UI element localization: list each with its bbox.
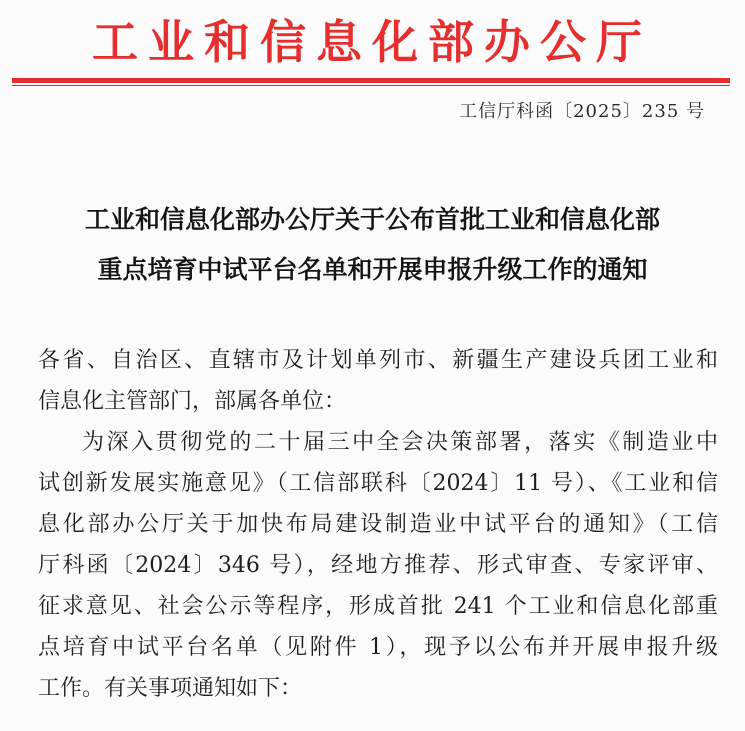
letterhead-rule-thin xyxy=(12,85,730,86)
letterhead-org-name: 工业和信息化部办公厅 xyxy=(92,15,652,69)
title-line-2: 重点培育中试平台名单和开展申报升级工作的通知 xyxy=(97,255,648,284)
paragraph-line-7: 工作。有关事项通知如下： xyxy=(38,676,303,701)
paragraph-line-1: 为深入贯彻党的二十届三中全会决策部署，落实《制造业中 xyxy=(82,430,718,455)
document-number: 工信厅科函〔2025〕235 号 xyxy=(459,101,705,122)
addressee-line-1: 各省、自治区、直辖市及计划单列市、新疆生产建设兵团工业和 xyxy=(38,348,718,373)
document-title xyxy=(20,195,725,295)
paragraph-line-2: 试创新发展实施意见》（工信部联科〔2024〕11 号）、《工业和信 xyxy=(38,471,718,496)
paragraph-line-6: 点培育中试平台名单（见附件 1），现予以公布并开展申报升级 xyxy=(38,635,718,660)
document-body xyxy=(38,340,718,709)
letterhead-rule-thick xyxy=(12,78,730,83)
paragraph-line-4: 厅科函〔2024〕346 号），经地方推荐、形式审查、专家评审、 xyxy=(38,553,718,578)
addressee-line-2: 信息化主管部门，部属各单位： xyxy=(38,389,347,414)
paragraph-line-3: 息化部办公厅关于加快布局建设制造业中试平台的通知》（工信 xyxy=(38,512,718,537)
title-line-1: 工业和信息化部办公厅关于公布首批工业和信息化部 xyxy=(84,205,660,234)
paragraph-line-5: 征求意见、社会公示等程序，形成首批 241 个工业和信息化部重 xyxy=(38,594,718,619)
